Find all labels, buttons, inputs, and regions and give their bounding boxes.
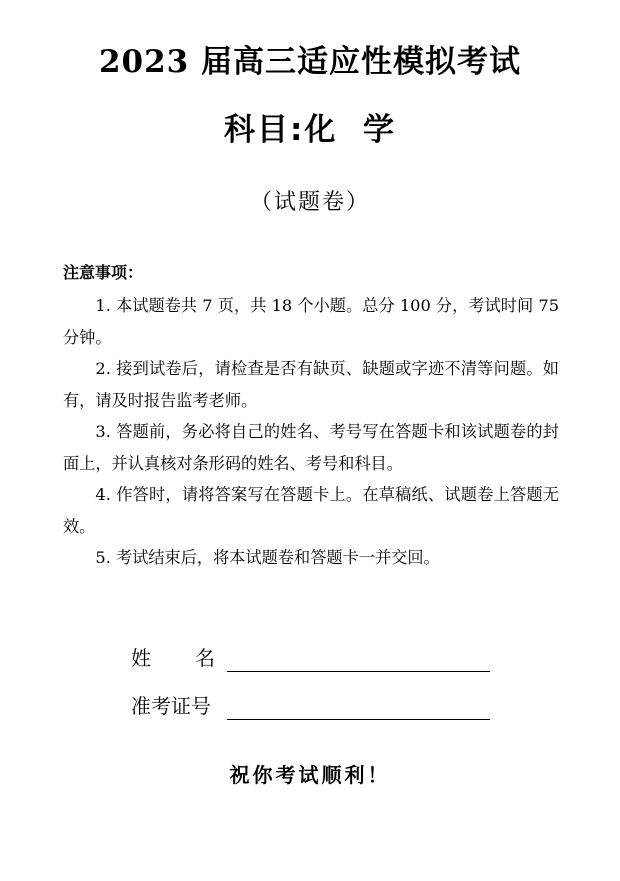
notice-heading: 注意事项： — [63, 263, 144, 282]
notice-item-3: 3. 答题前，务必将自己的姓名、考号写在答题卡和该试题卷的封面上，并认真核对条形码的姓名、考号和科目。 — [63, 422, 559, 473]
notice-item-5: 5. 考试结束后，将本试题卷和答题卡一并交回。 — [95, 548, 440, 567]
name-label: 姓名 — [131, 646, 259, 670]
exam-id-blank-line[interactable] — [227, 695, 490, 720]
closing-message: 祝你考试顺利！ — [229, 763, 391, 787]
exam-title: 2023 届高三适应性模拟考试 — [98, 44, 522, 80]
name-blank-line[interactable] — [227, 647, 490, 672]
subject-heading: 科目:化 学 — [224, 112, 396, 148]
exam-id-label: 准考证号 — [131, 694, 211, 718]
name-field-row — [131, 644, 490, 676]
notice-item-1: 1. 本试题卷共 7 页，共 18 个小题。总分 100 分，考试时间 75 分钟。 — [63, 296, 559, 347]
notice-item-2: 2. 接到试卷后，请检查是否有缺页、缺题或字迹不清等问题。如有，请及时报告监考老师。 — [63, 359, 559, 410]
exam-id-field-row — [131, 692, 490, 724]
notice-item-4: 4. 作答时，请将答案写在答题卡上。在草稿纸、试题卷上答题无效。 — [63, 485, 559, 536]
notice-list — [63, 290, 559, 574]
paper-type-label: （试题卷） — [249, 190, 370, 215]
